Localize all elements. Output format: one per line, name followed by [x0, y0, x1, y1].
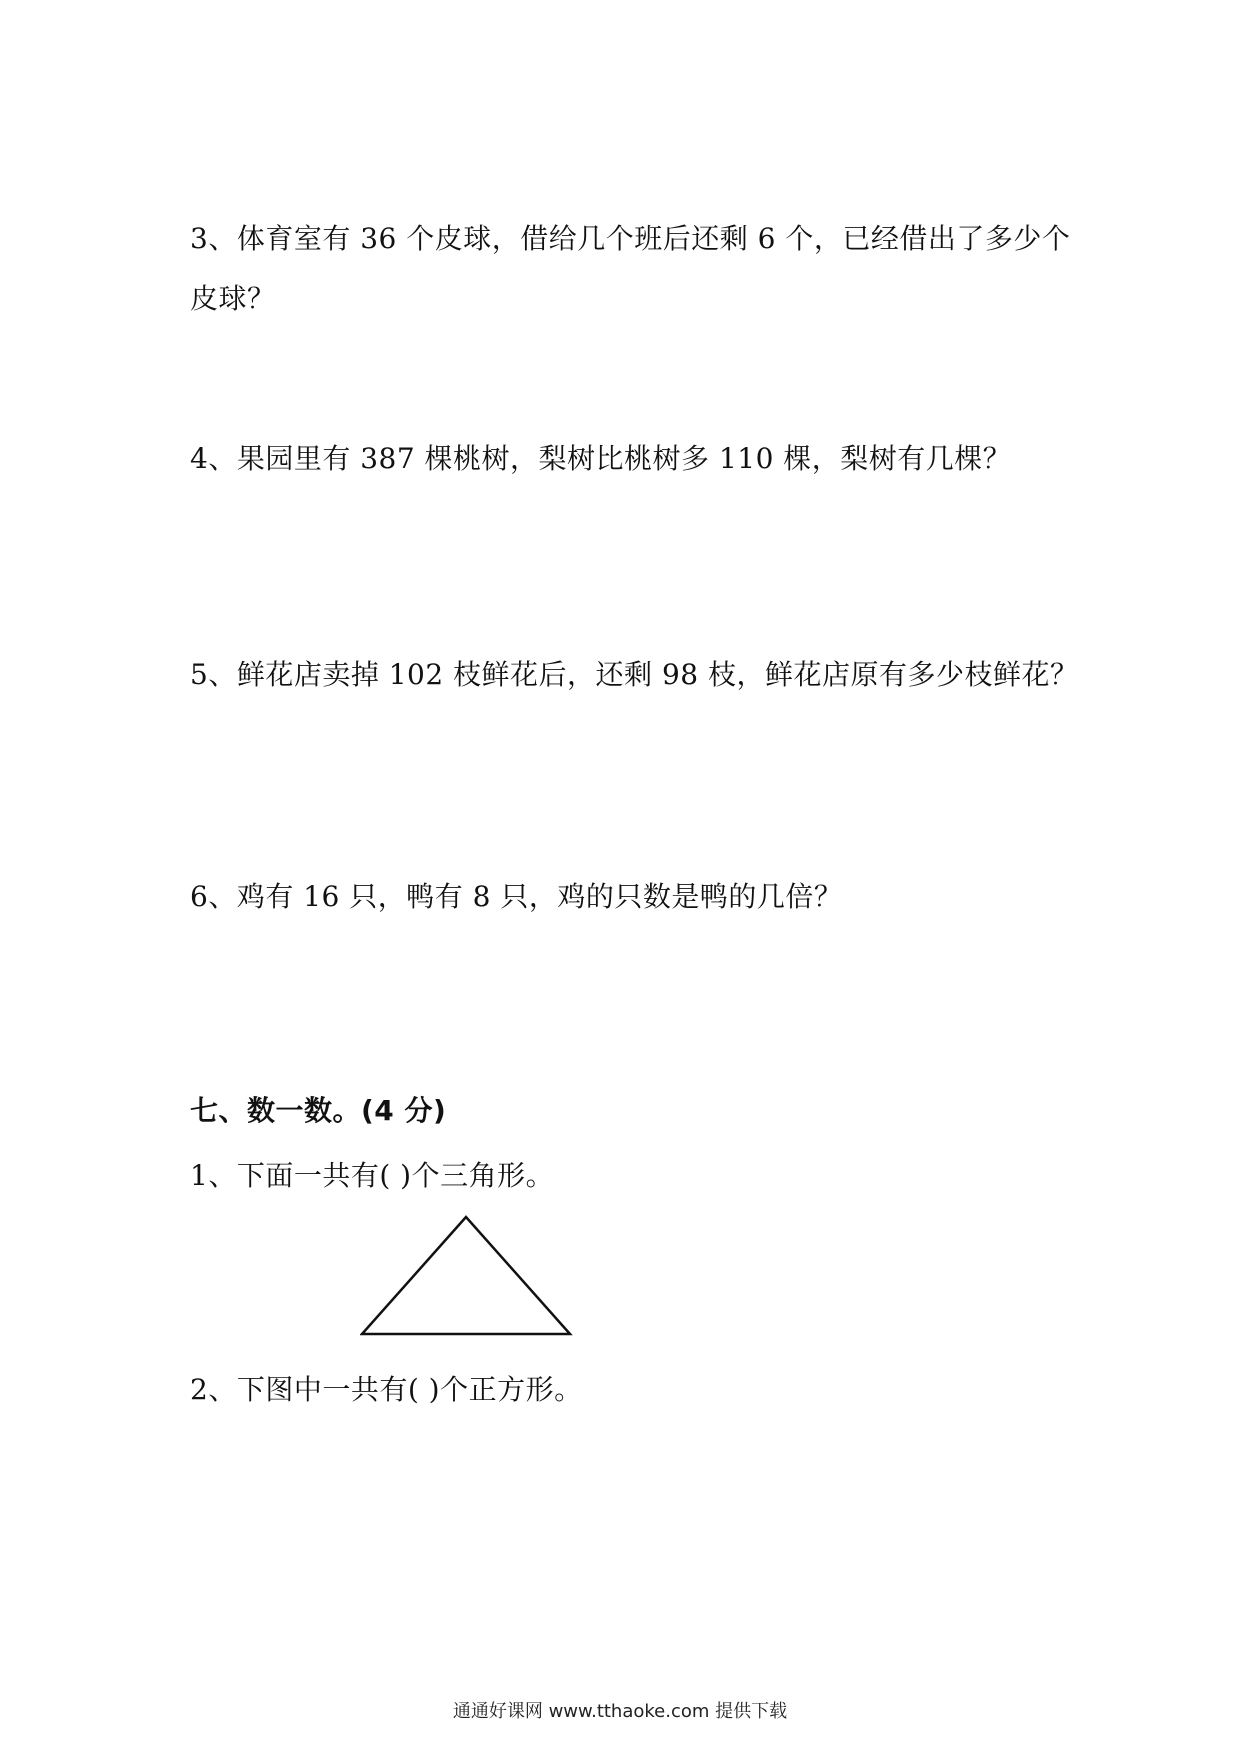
- footer-credit: 通通好课网 www.tthaoke.com 提供下载: [452, 1701, 788, 1722]
- question-1: 1、下面一共有( )个三角形。: [190, 1159, 555, 1192]
- triangle-figure: [360, 1215, 580, 1341]
- triangle-shape: [362, 1217, 570, 1334]
- question-2: 2、下图中一共有( )个正方形。: [190, 1373, 583, 1406]
- section-7-heading: 七、数一数。(4 分): [190, 1094, 447, 1127]
- problem-5: 5、鲜花店卖掉 102 枝鲜花后，还剩 98 枝，鲜花店原有多少枝鲜花？: [190, 658, 1079, 691]
- problem-6: 6、鸡有 16 只，鸭有 8 只，鸡的只数是鸭的几倍？: [190, 880, 843, 913]
- problem-4: 4、果园里有 387 棵桃树，梨树比桃树多 110 棵，梨树有几棵？: [190, 442, 1012, 475]
- problem-3-line-1: 3、体育室有 36 个皮球，借给几个班后还剩 6 个，已经借出了多少个: [190, 222, 1071, 255]
- problem-3-line-2: 皮球？: [190, 282, 276, 315]
